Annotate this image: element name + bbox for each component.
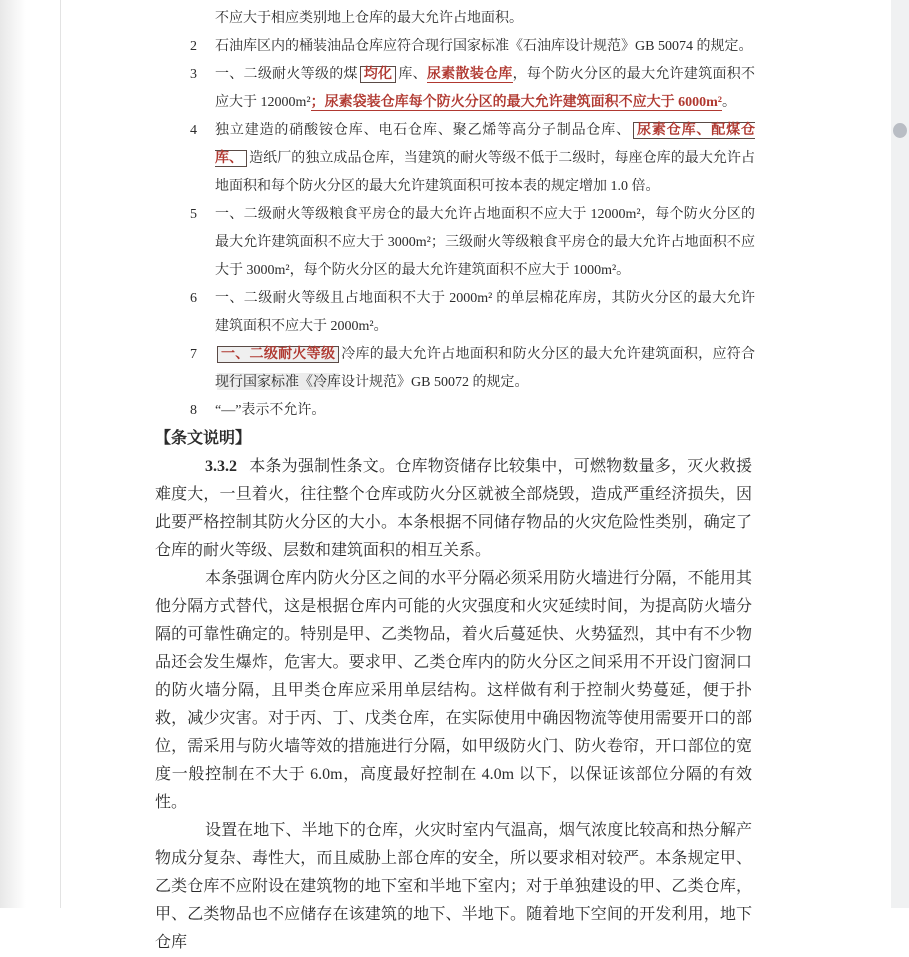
note-number: 2 bbox=[190, 39, 197, 54]
note-continuation-line: 不应大于相应类别地上仓库的最大允许占地面积。 bbox=[215, 11, 523, 26]
note-item bbox=[0, 33, 755, 61]
note-number: 4 bbox=[190, 123, 197, 138]
document-page bbox=[0, 5, 891, 957]
commentary-heading: 【条文说明】 bbox=[155, 430, 252, 447]
revision-markup-run: 尿素散装仓库 bbox=[426, 67, 513, 82]
text-run: “—”表示不允许。 bbox=[215, 403, 326, 418]
notes-list bbox=[0, 33, 891, 425]
note-item bbox=[0, 285, 755, 341]
text-run: 一、二级耐火等级的煤 bbox=[215, 67, 358, 82]
clause-number: 3.3.2 bbox=[205, 458, 237, 475]
text-run: ，每个防火分区的最大允许建筑面积不应大于 12000m² bbox=[215, 67, 756, 110]
text-run: 库、 bbox=[398, 67, 427, 82]
text-run: 造纸厂的独立成品仓库，当建筑的耐火等级不低于二级时，每座仓库的最大允许占地面积和每个防火分区的最大允许建筑面积可按本表的规定增加 1.0 倍。 bbox=[215, 151, 755, 194]
commentary-paragraph: 3.3.2 本条为强制性条文。仓库物资储存比较集中，可燃物数量多，灭火救援难度大，一旦着火，往往整个仓库或防火分区就被全部烧毁，造成严重经济损失，因此要严格控制其防火分区的大小。本条根据不同储存物品的火灾危险性类别，确定了仓库的耐火等级、层数和建筑面积的相互关系。 bbox=[155, 458, 752, 559]
note-item bbox=[0, 201, 755, 285]
revision-markup-run: ；尿素袋装仓库每个防火分区的最大允许建筑面积不应大于 6000m² bbox=[310, 95, 722, 110]
note-number: 3 bbox=[190, 67, 197, 82]
scrollbar-thumb[interactable] bbox=[893, 123, 907, 138]
text-run: 一、二级耐火等级粮食平房仓的最大允许占地面积不应大于 12000m²，每个防火分区的最大允许建筑面积不应大于 3000m²；三级耐火等级粮食平房仓的最大允许占地面积不应大于 3000m²，每个防火分区的最大允许建筑面积不应大于 1000m²。 bbox=[215, 207, 755, 278]
note-number: 7 bbox=[190, 347, 197, 362]
commentary-paragraph: 设置在地下、半地下的仓库，火灾时室内气温高，烟气浓度比较高和热分解产物成分复杂、毒性大，而且威胁上部仓库的安全，所以要求相对较严。本条规定甲、乙类仓库不应附设在建筑物的地下室和半地下室内；对于单独建设的甲、乙类仓库，甲、乙类物品也不应储存在该建筑的地下、半地下。随着地下空间的开发利用，地下仓库 bbox=[155, 822, 752, 951]
note-number: 6 bbox=[190, 291, 197, 306]
text-run: 一、二级耐火等级且占地面积不大于 2000m² 的单层棉花库房，其防火分区的最大允许建筑面积不应大于 2000m²。 bbox=[215, 291, 755, 334]
note-number: 5 bbox=[190, 207, 197, 222]
note-number: 8 bbox=[190, 403, 197, 418]
note-item bbox=[0, 61, 755, 117]
text-run: 冷库的最大允许占地面积和防火分区的最大允许建筑面积，应符合现行国家标准《冷库设计规范》GB 50072 的规定。 bbox=[215, 347, 756, 390]
scrollbar-track[interactable] bbox=[891, 0, 909, 908]
revision-markup-run: 一、二级耐火等级 bbox=[217, 346, 339, 363]
text-run: 。 bbox=[721, 95, 736, 110]
note-item bbox=[0, 117, 755, 201]
note-item bbox=[0, 341, 755, 397]
text-run: 独立建造的硝酸铵仓库、电石仓库、聚乙烯等高分子制品仓库、 bbox=[215, 123, 631, 138]
text-run: 石油库区内的桶装油品仓库应符合现行国家标准《石油库设计规范》GB 50074 的规定。 bbox=[215, 39, 753, 54]
revision-markup-run: 均化 bbox=[360, 66, 397, 83]
commentary-paragraph: 本条强调仓库内防火分区之间的水平分隔必须采用防火墙进行分隔，不能用其他分隔方式替代，这是根据仓库内可能的火灾强度和火灾延续时间，为提高防火墙分隔的可靠性确定的。特别是甲、乙类物品，着火后蔓延快、火势猛烈，其中有不少物品还会发生爆炸，危害大。要求甲、乙类仓库内的防火分区之间采用不开设门窗洞口的防火墙分隔，且甲类仓库应采用单层结构。这样做有利于控制火势蔓延，便于扑救，减少灾害。对于丙、丁、戊类仓库，在实际使用中确因物流等使用需要开口的部位，需采用与防火墙等效的措施进行分隔，如甲级防火门、防火卷帘，开口部位的宽度一般控制在不大于 6.0m，高度最好控制在 4.0m 以下，以保证该部位分隔的有效性。 bbox=[155, 570, 752, 811]
commentary-paragraphs bbox=[0, 453, 891, 957]
note-item bbox=[0, 397, 755, 425]
revision-markup-run: 尿素仓库、配煤仓库、 bbox=[215, 123, 755, 166]
